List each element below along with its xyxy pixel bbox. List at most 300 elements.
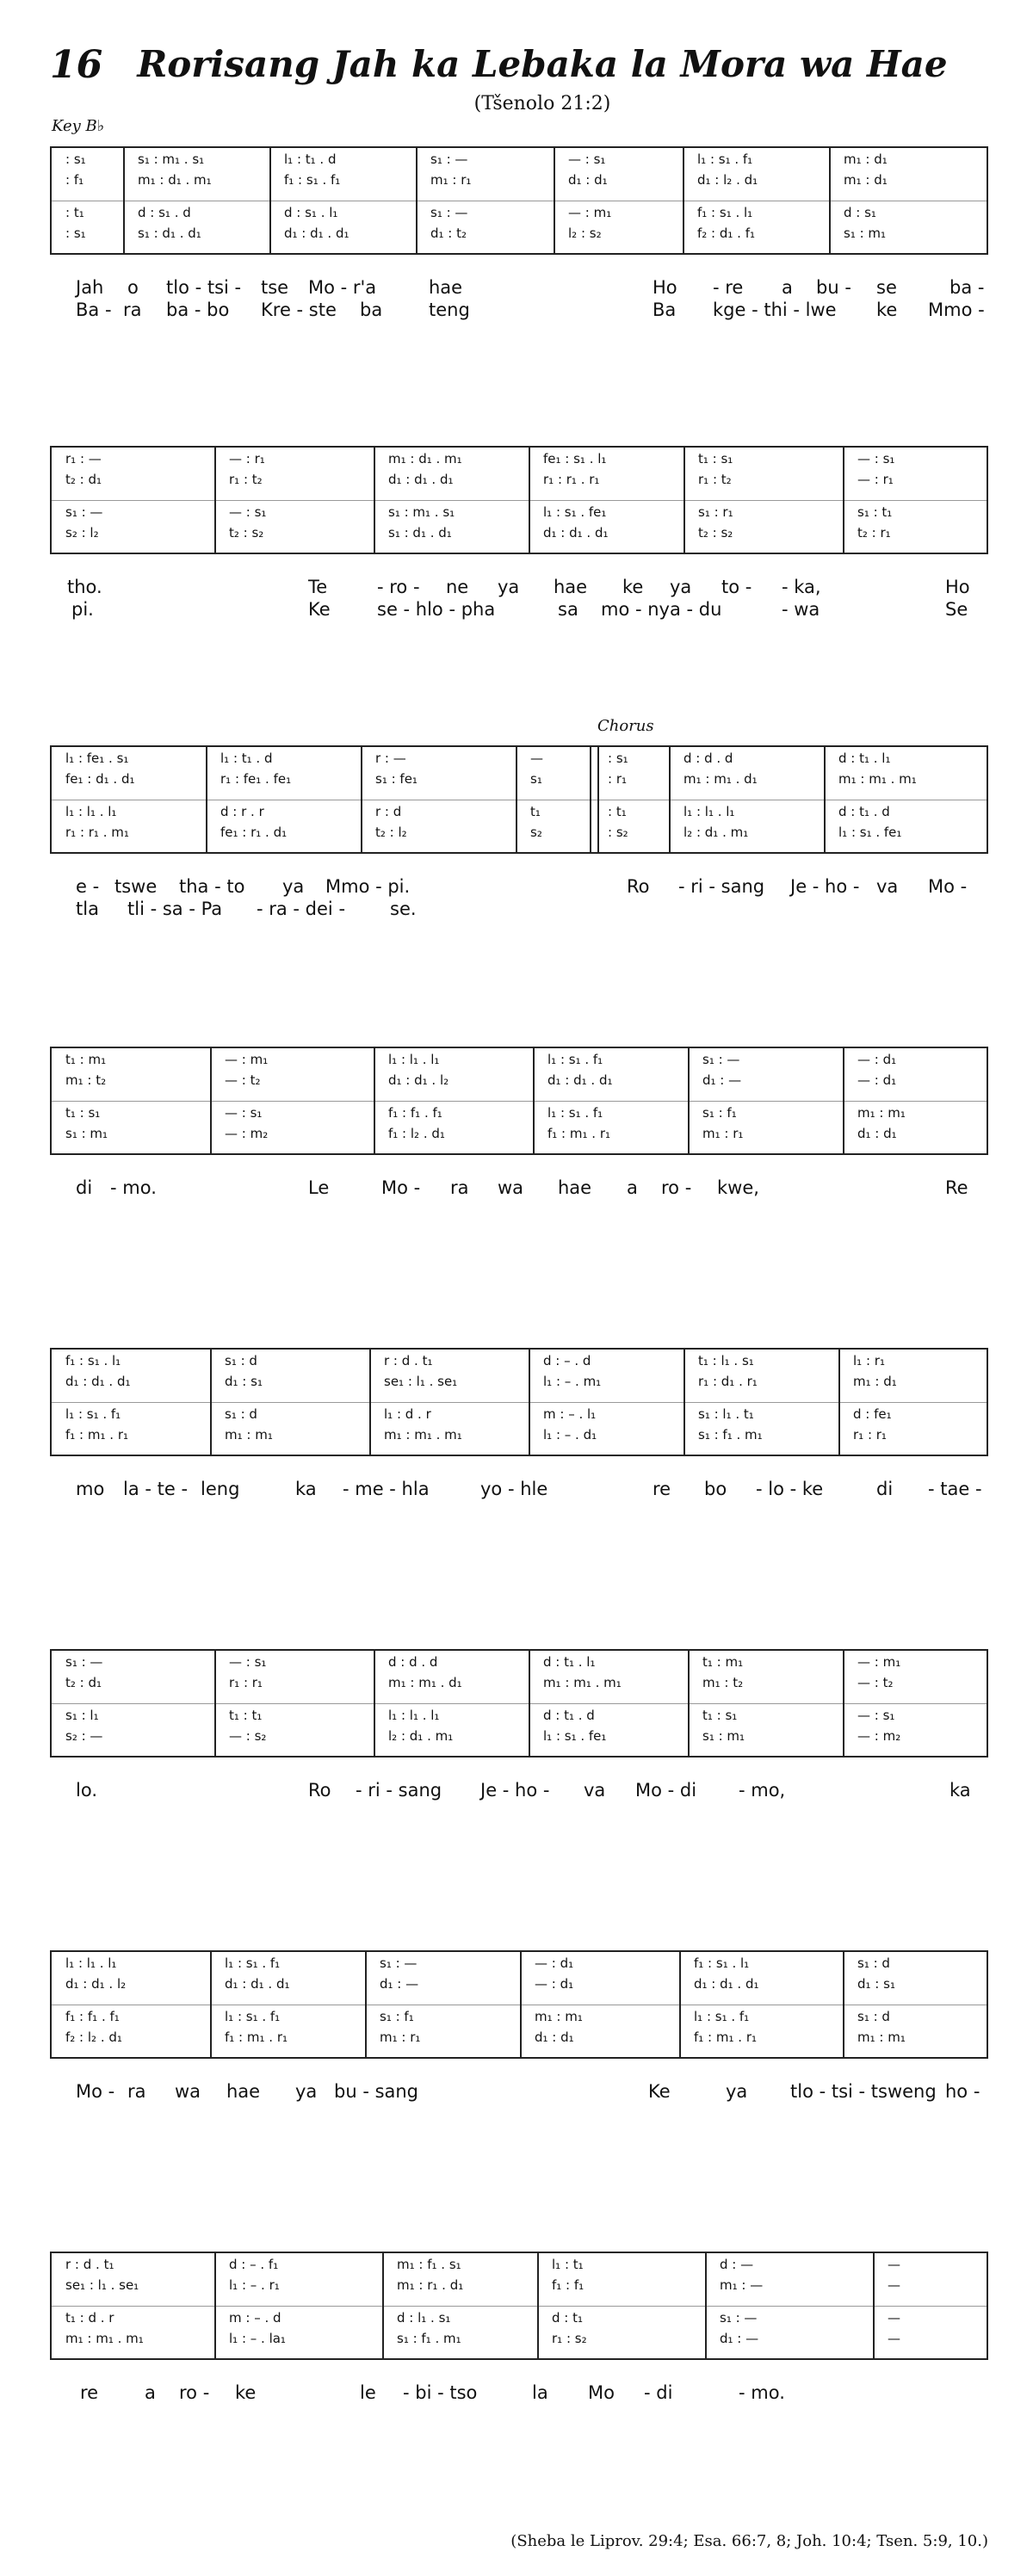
solfa-note: m₁ : m₁ . m₁ <box>65 2331 144 2346</box>
lyric-syllable: tli - sa - Pa <box>127 899 223 919</box>
lyric-syllable: bo <box>704 1479 727 1499</box>
solfa-note: t₁ : t₁ <box>229 1708 263 1723</box>
lyric-syllable: ba - <box>949 277 985 298</box>
solfa-note: : r₁ <box>608 771 628 787</box>
lyric-syllable: leng <box>201 1479 240 1499</box>
lyric-syllable: ke <box>876 300 898 320</box>
lyric-syllable: - mo, <box>739 1780 786 1801</box>
solfa-note: — : d₁ <box>535 1976 574 1992</box>
solfa-note: r₁ : s₂ <box>552 2331 587 2346</box>
lyric-syllable: Mo - <box>381 1177 421 1198</box>
solfa-note: l₁ : s₁ . fe₁ <box>543 1728 607 1744</box>
lyric-syllable: yo - hle <box>480 1479 548 1499</box>
lyric-line <box>50 876 990 899</box>
music-system <box>50 446 990 620</box>
solfa-note: m : – . l₁ <box>543 1406 597 1422</box>
solfa-note: f₂ : d₁ . f₁ <box>697 225 756 241</box>
lyric-syllable: ke <box>622 577 644 597</box>
lyric-syllable: - ra - dei - <box>257 899 346 919</box>
lyric-syllable: ka <box>295 1479 317 1499</box>
lyric-line <box>50 1479 990 1501</box>
lyric-syllable: ba <box>360 300 383 320</box>
solfa-note: l₁ : d . r <box>384 1406 431 1422</box>
lyric-syllable: - bi - tso <box>403 2382 478 2403</box>
solfa-note: d₁ : d₁ . d₁ <box>65 1374 131 1389</box>
solfa-note: m₁ : — <box>720 2277 764 2293</box>
lyric-syllable: tswe <box>114 876 158 897</box>
barline <box>529 1651 530 1756</box>
solfa-note: s₁ : l₁ . t₁ <box>698 1406 754 1422</box>
solfa-note: m₁ : m₁ . m₁ <box>838 771 917 787</box>
barline <box>374 1048 375 1153</box>
solfa-note: m₁ : m₁ <box>857 1105 906 1121</box>
lyric-syllable: ya <box>282 876 305 897</box>
lyric-syllable: bu - <box>816 277 851 298</box>
solfa-note: d : t₁ . l₁ <box>838 751 891 766</box>
lyric-syllable: Jah <box>76 277 104 298</box>
solfa-note: fe₁ : r₁ . d₁ <box>220 825 288 840</box>
solfa-note: f₁ : m₁ . r₁ <box>547 1126 610 1141</box>
solfa-note: fe₁ : d₁ . d₁ <box>65 771 135 787</box>
barline <box>679 1952 681 2057</box>
solfa-note: d : t₁ <box>552 2310 584 2326</box>
solfa-note: l₁ : l₁ . l₁ <box>65 804 117 819</box>
solfa-note: s₁ : — <box>430 151 468 167</box>
lyric-line <box>50 899 990 921</box>
lyric-syllable: ba - bo <box>166 300 230 320</box>
solfa-note: l₁ : – . la₁ <box>229 2331 286 2346</box>
barline <box>529 448 530 553</box>
barline <box>688 1651 690 1756</box>
solfa-note: d : s₁ . d <box>138 205 191 220</box>
solfa-note: l₁ : l₁ . l₁ <box>388 1052 440 1067</box>
solfa-note: t₁ <box>530 804 541 819</box>
solfa-note: m₁ : d₁ <box>853 1374 897 1389</box>
lyric-syllable: Mmo - <box>928 300 985 320</box>
solfa-note: s₁ : d <box>857 2009 890 2024</box>
solfa-note: d₁ : — <box>720 2331 759 2346</box>
barline <box>210 1048 212 1153</box>
staff-divider <box>52 1101 987 1102</box>
solfa-note: l₁ : s₁ . f₁ <box>547 1105 603 1121</box>
solfa-note: : t₁ <box>608 804 627 819</box>
barline <box>824 747 826 852</box>
barline <box>214 448 216 553</box>
double-barline <box>590 747 599 852</box>
lyric-syllable: ka <box>949 1780 971 1801</box>
solfa-note: r₁ : r₁ . m₁ <box>65 825 129 840</box>
music-system <box>50 1348 990 1499</box>
lyric-syllable: Ba - <box>76 300 112 320</box>
solfa-note: s₁ : d <box>225 1406 257 1422</box>
lyric-syllable: ke <box>235 2382 257 2403</box>
solfa-note: t₂ : d₁ <box>65 1675 102 1690</box>
staff-box <box>50 1047 988 1155</box>
solfa-note: d₁ : d₁ <box>857 1126 897 1141</box>
solfa-note: t₁ : m₁ <box>65 1052 107 1067</box>
solfa-note: r : — <box>375 751 406 766</box>
solfa-note: r₁ : d₁ . r₁ <box>698 1374 758 1389</box>
barline <box>829 148 831 253</box>
solfa-note: l₁ : t₁ <box>552 2257 584 2272</box>
solfa-note: s₁ : m₁ <box>844 225 887 241</box>
barline <box>210 1350 212 1455</box>
solfa-note: s₂ : l₂ <box>65 525 99 541</box>
solfa-note: d : – . f₁ <box>229 2257 279 2272</box>
lyric-syllable: lo. <box>76 1780 97 1801</box>
solfa-note: m₁ : r₁ <box>702 1126 744 1141</box>
solfa-note: l₁ : – . d₁ <box>543 1427 597 1442</box>
lyric-syllable: mo <box>76 1479 105 1499</box>
solfa-note: m : – . d <box>229 2310 281 2326</box>
lyric-syllable: hae <box>558 1177 592 1198</box>
solfa-note: f₁ : m₁ . r₁ <box>65 1427 128 1442</box>
barline <box>683 148 684 253</box>
footer-references: (Sheba le Liprov. 29:4; Esa. 66:7, 8; Joh. 10:4; Tsen. 5:9, 10.) <box>510 2532 988 2550</box>
solfa-note: d : r . r <box>220 804 264 819</box>
solfa-note: r₁ : r₁ . r₁ <box>543 472 600 487</box>
solfa-note: s₁ : fe₁ <box>375 771 418 787</box>
lyric-syllable: - di <box>644 2382 673 2403</box>
solfa-note: l₁ : s₁ . fe₁ <box>838 825 902 840</box>
solfa-note: d : – . d <box>543 1353 591 1368</box>
solfa-note: d₁ : d₁ . d₁ <box>388 472 454 487</box>
lyric-syllable: hae <box>554 577 588 597</box>
solfa-note: d : t₁ . d <box>543 1708 595 1723</box>
barline <box>123 148 125 253</box>
solfa-note: l₁ : t₁ . d <box>284 151 337 167</box>
music-system <box>50 2252 990 2403</box>
music-system <box>50 1950 990 2102</box>
lyric-syllable: wa <box>498 1177 524 1198</box>
solfa-note: s₁ : r₁ <box>698 504 733 520</box>
solfa-note: — : m₁ <box>568 205 612 220</box>
barline <box>365 1952 367 2057</box>
solfa-note: t₂ : d₁ <box>65 472 102 487</box>
solfa-note: r₁ : — <box>65 451 102 466</box>
solfa-note: t₂ : s₂ <box>698 525 733 541</box>
solfa-note: d₁ : d₁ <box>535 2029 574 2045</box>
staff-box <box>50 1649 988 1757</box>
solfa-note: r₁ : t₂ <box>229 472 263 487</box>
lyric-syllable: - ri - sang <box>356 1780 442 1801</box>
solfa-note: l₂ : d₁ . m₁ <box>684 825 749 840</box>
solfa-note: f₁ : m₁ . r₁ <box>694 2029 757 2045</box>
solfa-note: s₁ : f₁ <box>702 1105 737 1121</box>
lyric-syllable: ya <box>498 577 520 597</box>
lyric-syllable: Mo - di <box>635 1780 697 1801</box>
staff-box <box>50 745 988 854</box>
solfa-note: : t₁ <box>65 205 84 220</box>
lyric-syllable: Ke <box>648 2081 671 2102</box>
solfa-note: d : s₁ <box>844 205 876 220</box>
solfa-note: r : d <box>375 804 402 819</box>
solfa-note: t₁ : d . r <box>65 2310 114 2326</box>
solfa-note: s₁ <box>530 771 542 787</box>
solfa-note: r : d . t₁ <box>65 2257 114 2272</box>
lyric-syllable: Je - ho - <box>480 1780 550 1801</box>
solfa-note: t₂ : r₁ <box>857 525 891 541</box>
lyric-syllable: tse <box>261 277 289 298</box>
solfa-note: m₁ : m₁ . d₁ <box>684 771 758 787</box>
solfa-note: s₁ : l₁ <box>65 1708 99 1723</box>
lyric-syllable: di <box>76 1177 93 1198</box>
barline <box>214 1651 216 1756</box>
lyric-syllable: kwe, <box>717 1177 759 1198</box>
lyric-syllable: Ho <box>945 577 970 597</box>
barline <box>210 1952 212 2057</box>
solfa-note: f₁ : s₁ . l₁ <box>697 205 753 220</box>
solfa-note: f₁ : f₁ . f₁ <box>65 2009 120 2024</box>
solfa-note: l₁ : s₁ . f₁ <box>694 2009 750 2024</box>
barline <box>269 148 271 253</box>
solfa-note: — : m₂ <box>225 1126 269 1141</box>
solfa-note: — : s₁ <box>857 451 895 466</box>
barline <box>873 2253 875 2358</box>
solfa-note: s₁ : — <box>380 1955 418 1971</box>
lyric-syllable: Je - ho - <box>790 876 860 897</box>
key-signature: Key B♭ <box>52 117 105 135</box>
lyric-syllable: ro - <box>661 1177 692 1198</box>
solfa-note: — : t₂ <box>225 1072 261 1088</box>
solfa-note: l₁ : s₁ . f₁ <box>225 1955 281 1971</box>
lyric-syllable: e - <box>76 876 100 897</box>
solfa-note: m₁ : t₂ <box>702 1675 744 1690</box>
solfa-note: d₁ : d₁ . l₂ <box>65 1976 127 1992</box>
lyric-syllable: - mo. <box>739 2382 785 2403</box>
solfa-note: s₁ : f₁ <box>380 2009 414 2024</box>
solfa-note: s₁ : — <box>702 1052 740 1067</box>
barline <box>843 1048 844 1153</box>
lyric-syllable: a <box>145 2382 156 2403</box>
staff-divider <box>52 500 987 501</box>
lyric-line <box>50 277 990 300</box>
solfa-note: — : s₁ <box>229 1654 267 1670</box>
lyric-syllable: Mo - <box>76 2081 115 2102</box>
lyric-line <box>50 1177 990 1200</box>
lyric-line <box>50 599 990 621</box>
solfa-note: — : d₁ <box>535 1955 574 1971</box>
solfa-note: t₁ : s₁ <box>698 451 733 466</box>
lyric-syllable: mo - nya - du <box>601 599 722 620</box>
solfa-note: — : s₁ <box>568 151 606 167</box>
solfa-note: l₁ : l₁ . l₁ <box>684 804 735 819</box>
solfa-note: d : d . d <box>684 751 733 766</box>
solfa-note: l₁ : s₁ . f₁ <box>547 1052 603 1067</box>
solfa-note: t₁ : m₁ <box>702 1654 744 1670</box>
barline <box>374 1651 375 1756</box>
solfa-note: — : r₁ <box>857 472 894 487</box>
lyric-syllable: - me - hla <box>343 1479 430 1499</box>
lyric-syllable: se - hlo - pha <box>377 599 496 620</box>
lyric-syllable: Mo - <box>928 876 968 897</box>
lyric-syllable: tla <box>76 899 99 919</box>
barline <box>669 747 671 852</box>
solfa-note: : s₁ <box>608 751 628 766</box>
solfa-note: : s₂ <box>608 825 628 840</box>
solfa-note: — : r₁ <box>229 451 265 466</box>
solfa-note: s₁ : — <box>65 1654 103 1670</box>
solfa-note: d : — <box>720 2257 754 2272</box>
solfa-note: m₁ : m₁ <box>857 2029 906 2045</box>
lyric-syllable: va <box>584 1780 606 1801</box>
solfa-note: l₂ : s₂ <box>568 225 602 241</box>
solfa-note: d₁ : — <box>702 1072 742 1088</box>
lyric-syllable: kge - thi - lwe <box>713 300 837 320</box>
lyric-syllable: Ke <box>308 599 331 620</box>
solfa-note: d₁ : d₁ . d₁ <box>543 525 609 541</box>
staff-box <box>50 446 988 554</box>
solfa-note: : f₁ <box>65 172 84 188</box>
solfa-note: s₁ : d <box>225 1353 257 1368</box>
lyric-syllable: ra <box>123 300 142 320</box>
solfa-note: s₁ : d₁ . d₁ <box>138 225 201 241</box>
lyric-syllable: teng <box>429 300 470 320</box>
lyric-syllable: ra <box>127 2081 146 2102</box>
lyric-syllable: ro - <box>179 2382 210 2403</box>
solfa-note: m₁ : m₁ <box>535 2009 583 2024</box>
lyric-syllable: - mo. <box>110 1177 157 1198</box>
music-system <box>50 1649 990 1801</box>
lyric-syllable: ya <box>670 577 692 597</box>
lyric-syllable: - ro - <box>377 577 420 597</box>
barline <box>206 747 207 852</box>
barline <box>214 2253 216 2358</box>
lyric-line <box>50 1780 990 1802</box>
solfa-note: s₁ : — <box>65 504 103 520</box>
solfa-note: s₁ : m₁ <box>65 1126 108 1141</box>
solfa-note: d₁ : l₂ . d₁ <box>697 172 758 188</box>
solfa-note: f₁ : f₁ <box>552 2277 585 2293</box>
solfa-note: l₁ : s₁ . f₁ <box>697 151 753 167</box>
barline <box>416 148 418 253</box>
solfa-note: l₁ : – . r₁ <box>229 2277 280 2293</box>
staff-box <box>50 1348 988 1456</box>
solfa-note: m₁ : m₁ . m₁ <box>384 1427 462 1442</box>
solfa-note: s₁ : d₁ . d₁ <box>388 525 452 541</box>
lyric-syllable: Ro <box>308 1780 331 1801</box>
solfa-note: l₁ : t₁ . d <box>220 751 273 766</box>
solfa-note: m₁ : m₁ . d₁ <box>388 1675 462 1690</box>
barline <box>529 1350 530 1455</box>
solfa-note: : s₁ <box>65 151 86 167</box>
solfa-note: f₂ : l₂ . d₁ <box>65 2029 122 2045</box>
solfa-note: — <box>888 2310 900 2326</box>
lyric-syllable: Le <box>308 1177 330 1198</box>
solfa-note: — : s₁ <box>229 504 267 520</box>
solfa-note: s₁ : f₁ . m₁ <box>698 1427 763 1442</box>
lyric-syllable: - lo - ke <box>756 1479 824 1499</box>
lyric-line <box>50 2382 990 2405</box>
staff-divider <box>52 2306 987 2307</box>
solfa-note: l₂ : d₁ . m₁ <box>388 1728 454 1744</box>
solfa-note: — : s₂ <box>229 1728 267 1744</box>
barline <box>684 448 685 553</box>
solfa-note: — <box>888 2277 900 2293</box>
barline <box>843 1952 844 2057</box>
solfa-note: m₁ : r₁ <box>380 2029 421 2045</box>
solfa-note: m₁ : m₁ <box>225 1427 273 1442</box>
lyric-syllable: wa <box>175 2081 201 2102</box>
lyric-syllable: pi. <box>71 599 94 620</box>
lyric-syllable: o <box>127 277 139 298</box>
barline <box>520 1952 522 2057</box>
barline <box>533 1048 535 1153</box>
solfa-note: — : m₁ <box>857 1654 901 1670</box>
lyric-syllable: - wa <box>782 599 820 620</box>
lyric-line <box>50 577 990 599</box>
solfa-note: l₁ : – . m₁ <box>543 1374 602 1389</box>
solfa-note: — <box>530 751 543 766</box>
solfa-note: m₁ : m₁ . m₁ <box>543 1675 622 1690</box>
lyric-syllable: Ro <box>627 876 650 897</box>
barline <box>382 2253 384 2358</box>
solfa-note: s₁ : t₁ <box>857 504 893 520</box>
solfa-note: l₁ : l₁ . l₁ <box>388 1708 440 1723</box>
lyric-syllable: - re <box>713 277 744 298</box>
barline <box>705 2253 707 2358</box>
lyric-syllable: Re <box>945 1177 968 1198</box>
music-system <box>50 1047 990 1198</box>
lyric-syllable: to - <box>721 577 752 597</box>
solfa-note: t₂ : l₂ <box>375 825 407 840</box>
lyric-syllable: la - te - <box>123 1479 189 1499</box>
solfa-note: l₁ : r₁ <box>853 1353 885 1368</box>
solfa-note: — <box>888 2257 900 2272</box>
lyric-syllable: Kre - ste <box>261 300 337 320</box>
solfa-note: l₁ : s₁ . f₁ <box>65 1406 121 1422</box>
lyric-syllable: Ba <box>653 300 677 320</box>
solfa-note: d₁ : d₁ . d₁ <box>225 1976 290 1992</box>
lyric-syllable: a <box>627 1177 638 1198</box>
lyric-syllable: tha - to <box>179 876 245 897</box>
music-system <box>50 745 990 919</box>
staff-divider <box>52 1703 987 1704</box>
solfa-note: d₁ : — <box>380 1976 419 1992</box>
lyric-line <box>50 2081 990 2103</box>
barline <box>374 448 375 553</box>
staff-box <box>50 2252 988 2360</box>
solfa-note: m₁ : t₂ <box>65 1072 107 1088</box>
lyric-syllable: re <box>653 1479 671 1499</box>
lyric-syllable: di <box>876 1479 894 1499</box>
lyric-syllable: a <box>782 277 793 298</box>
solfa-note: f₁ : s₁ . f₁ <box>284 172 341 188</box>
solfa-note: f₁ : l₂ . d₁ <box>388 1126 445 1141</box>
lyric-syllable: Se <box>945 599 968 620</box>
music-system <box>50 146 990 320</box>
solfa-note: l₁ : fe₁ . s₁ <box>65 751 129 766</box>
solfa-note: — : m₂ <box>857 1728 901 1744</box>
solfa-note: d₁ : t₂ <box>430 225 467 241</box>
solfa-note: — : t₂ <box>857 1675 894 1690</box>
solfa-note: s₂ : — <box>65 1728 103 1744</box>
solfa-note: d₁ : d₁ . d₁ <box>284 225 349 241</box>
lyric-syllable: hae <box>226 2081 261 2102</box>
solfa-note: — : s₁ <box>857 1708 895 1723</box>
solfa-note: d : fe₁ <box>853 1406 892 1422</box>
lyric-syllable: se. <box>390 899 417 919</box>
solfa-note: r₁ : r₁ <box>229 1675 263 1690</box>
chorus-label: Chorus <box>597 717 654 735</box>
lyric-syllable: ya <box>726 2081 748 2102</box>
lyric-syllable: re <box>80 2382 99 2403</box>
solfa-note: d : t₁ . l₁ <box>543 1654 596 1670</box>
solfa-note: s₁ : m₁ <box>702 1728 745 1744</box>
solfa-note: f₁ : s₁ . l₁ <box>65 1353 121 1368</box>
solfa-note: fe₁ : s₁ . l₁ <box>543 451 607 466</box>
lyric-syllable: ho - <box>945 2081 980 2102</box>
